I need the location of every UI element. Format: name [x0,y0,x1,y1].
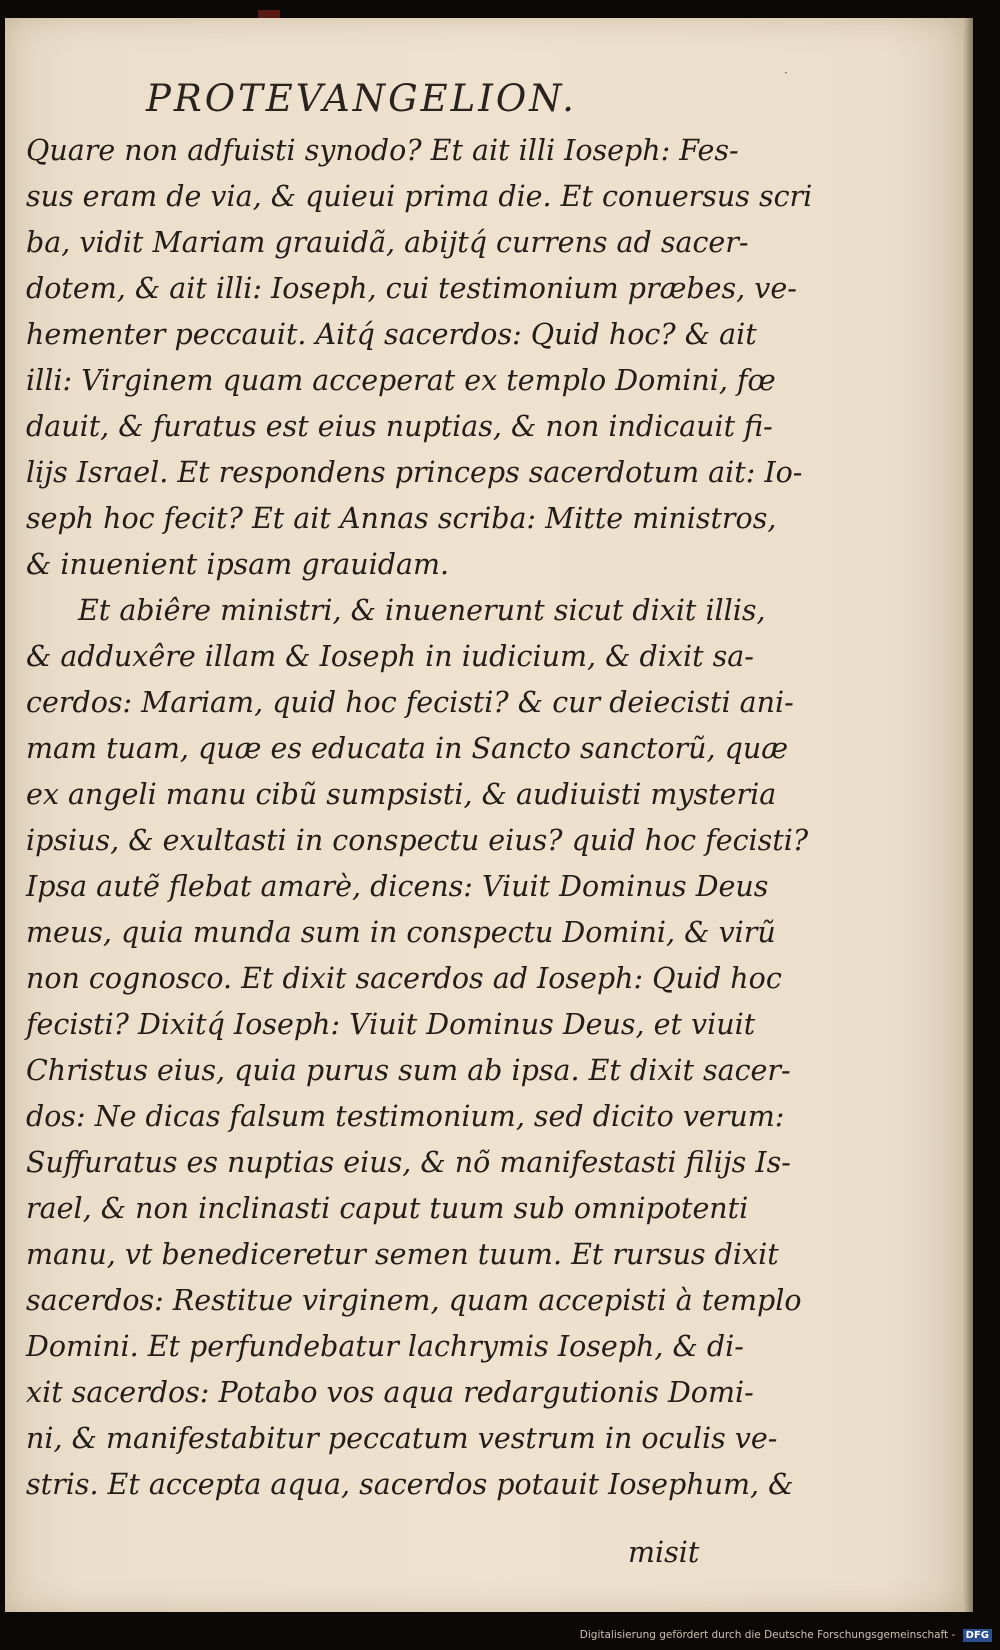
funding-credit-text: Digitalisierung gefördert durch die Deutsche Forschungsgemeinschaft - [579,1629,956,1641]
text-line: hementer peccauit. Aitq́ sacerdos: Quid hoc? & ait [26,318,757,351]
paragraph-start-line: Et abiêre ministri, & inuenerunt sicut dixit illis, [78,594,766,627]
text-line: non cognosco. Et dixit sacerdos ad Ioseph: Quid hoc [26,962,782,995]
text-line: mam tuam, quæ es educata in Sancto sanctorũ, quæ [26,732,789,765]
text-line: Suffuratus es nuptias eius, & nõ manifestasti filijs Is- [26,1146,791,1179]
dfg-logo: DFG [963,1629,992,1642]
text-line: ipsius, & exultasti in conspectu eius? quid hoc fecisti? [26,824,809,857]
text-line: fecisti? Dixitq́ Ioseph: Viuit Dominus Deus, et viuit [26,1008,756,1041]
text-line: dos: Ne dicas falsum testimonium, sed dicito verum: [26,1100,785,1133]
text-line: ex angeli manu cibũ sumpsisti, & audiuisti mysteria [26,778,777,811]
text-line: illi: Virginem quam acceperat ex templo Domini, fœ [26,364,776,397]
text-line: cerdos: Mariam, quid hoc fecisti? & cur deiecisti ani- [26,686,794,719]
text-line: stris. Et accepta aqua, sacerdos potauit Iosephum, & [26,1468,794,1501]
text-line: Domini. Et perfundebatur lachrymis Ioseph, & di- [26,1330,744,1363]
text-line: Ipsa autẽ flebat amarè, dicens: Viuit Dominus Deus [26,870,769,903]
text-line: meus, quia munda sum in conspectu Domini, & virũ [26,916,776,949]
text-line: dotem, & ait illi: Ioseph, cui testimonium præbes, ve- [26,272,797,305]
text-line: Christus eius, quia purus sum ab ipsa. Et dixit sacer- [26,1054,791,1087]
text-line: manu, vt benediceretur semen tuum. Et rursus dixit [26,1238,779,1271]
text-line: seph hoc fecit? Et ait Annas scriba: Mitte ministros, [26,502,777,535]
page-edge [963,18,973,1612]
catchword: misit [628,1536,700,1569]
ink-speck: · [784,66,788,80]
text-line: ni, & manifestabitur peccatum vestrum in oculis ve- [26,1422,778,1455]
text-line: ba, vidit Mariam grauidã, abijtq́ currens ad sacer- [26,226,749,259]
text-line: sus eram de via, & quieui prima die. Et conuersus scri [26,180,813,213]
text-line: Quare non adfuisti synodo? Et ait illi Ioseph: Fes- [26,134,739,167]
text-line: & inuenient ipsam grauidam. [26,548,450,581]
text-line: sacerdos: Restitue virginem, quam accepisti à templo [26,1284,802,1317]
running-head: PROTEVANGELION. [146,77,577,120]
text-line: dauit, & furatus est eius nuptias, & non indicauit fi- [26,410,773,443]
body-text [26,128,826,1508]
text-line: rael, & non inclinasti caput tuum sub omnipotenti [26,1192,749,1225]
text-line: & adduxêre illam & Ioseph in iudicium, & dixit sa- [26,640,754,673]
funding-credit [0,1628,992,1642]
text-line: lijs Israel. Et respondens princeps sacerdotum ait: Io- [26,456,803,489]
text-line: xit sacerdos: Potabo vos aqua redargutionis Domi- [26,1376,754,1409]
